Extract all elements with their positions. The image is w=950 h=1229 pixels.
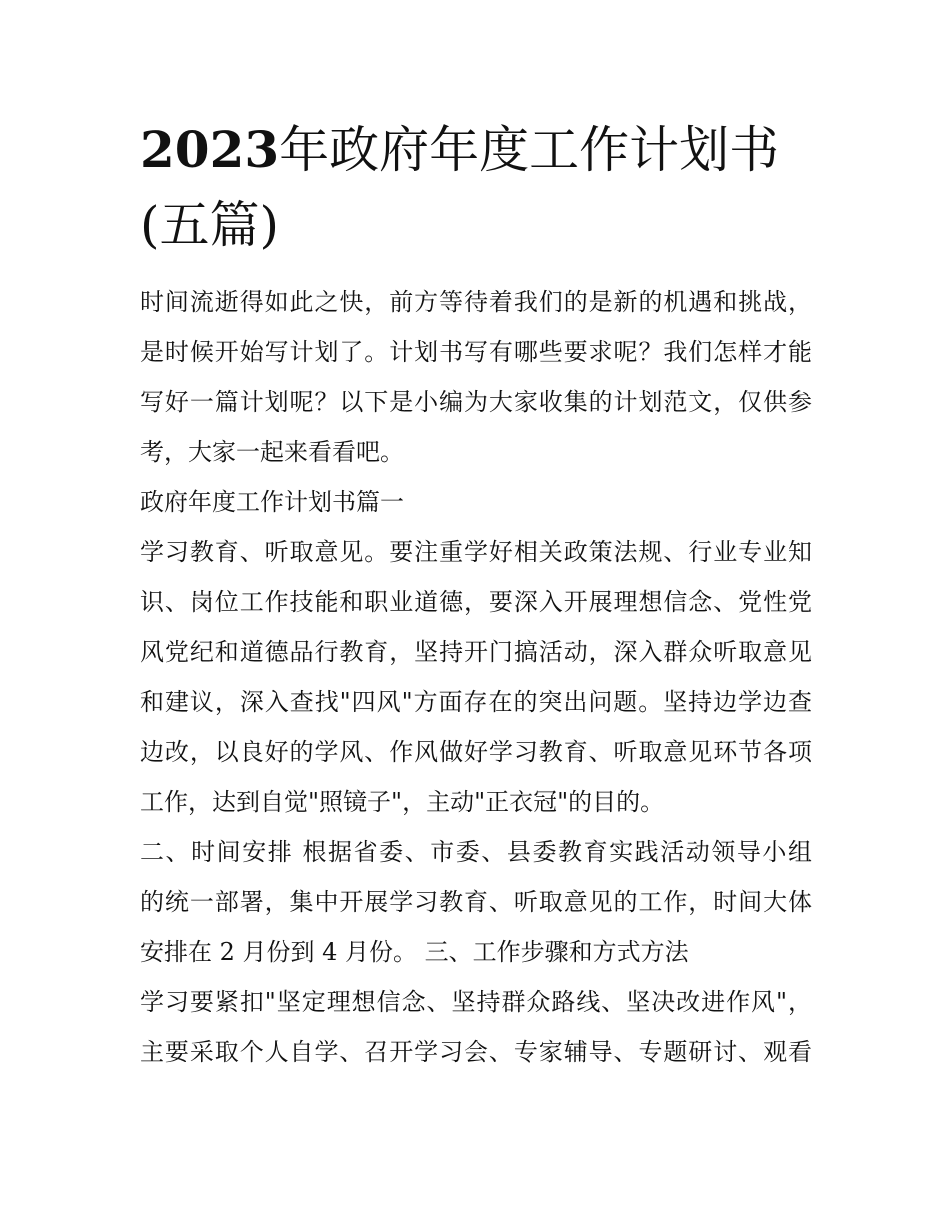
title-year: 2023 (140, 120, 280, 179)
body-line: 和建议，深入查找"四风"方面存在的突出问题。坚持边学边查 (140, 688, 812, 716)
title-line2-text: (五篇) (140, 196, 280, 254)
document-title (140, 112, 820, 263)
body-line: 风党纪和道德品行教育，坚持开门搞活动，深入群众听取意见 (140, 638, 812, 666)
body-line: 边改，以良好的学风、作风做好学习教育、听取意见环节各项 (140, 738, 812, 766)
section-heading: 政府年度工作计划书篇一 (140, 488, 404, 516)
body-line: 安排在 2 月份到 4 月份。 三、工作步骤和方式方法 (140, 938, 689, 966)
body-line: 学习要紧扣"坚定理想信念、坚持群众路线、坚决改进作风"， (140, 988, 812, 1016)
body-line: 考，大家一起来看看吧。 (140, 438, 404, 466)
body-line: 学习教育、听取意见。要注重学好相关政策法规、行业专业知 (140, 538, 812, 566)
body-line: 主要采取个人自学、召开学习会、专家辅导、专题研讨、观看 (140, 1038, 812, 1066)
body-line: 二、时间安排 根据省委、市委、县委教育实践活动领导小组 (140, 838, 812, 866)
title-line1-text: 年政府年度工作计划书 (279, 121, 780, 179)
body-line: 的统一部署，集中开展学习教育、听取意见的工作，时间大体 (140, 888, 812, 916)
body-line: 识、岗位工作技能和职业道德，要深入开展理想信念、党性党 (140, 588, 812, 616)
document-body (140, 277, 812, 1077)
body-line: 工作，达到自觉"照镜子"，主动"正衣冠"的目的。 (140, 788, 665, 816)
body-line: 是时候开始写计划了。计划书写有哪些要求呢？我们怎样才能 (140, 338, 812, 366)
body-line: 写好一篇计划呢？以下是小编为大家收集的计划范文，仅供参 (140, 388, 812, 416)
body-line: 时间流逝得如此之快，前方等待着我们的是新的机遇和挑战， (140, 288, 812, 316)
